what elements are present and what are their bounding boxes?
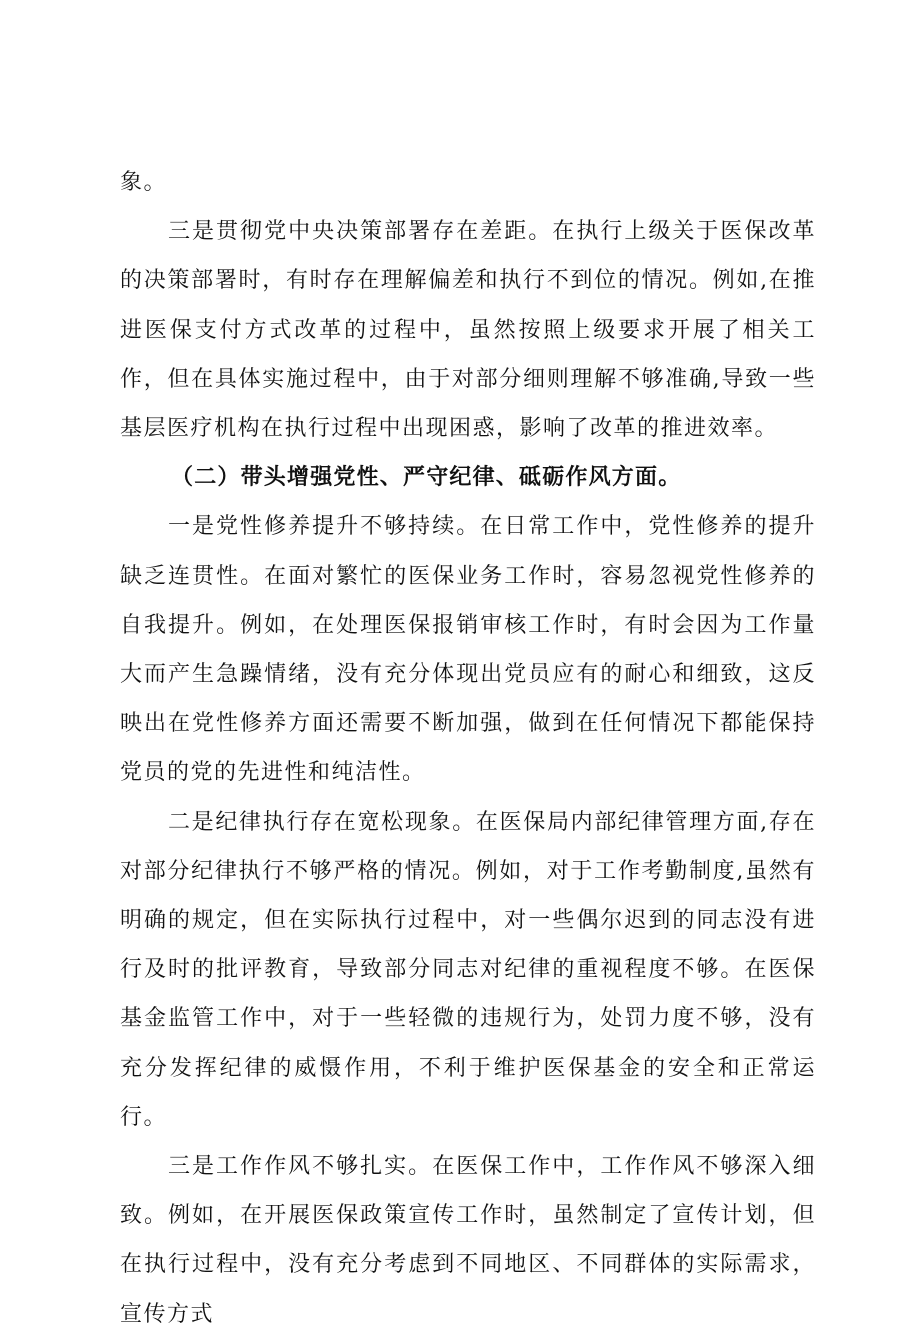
paragraph-work-style: 三是工作作风不够扎实。在医保工作中，工作作风不够深入细致。例如，在开展医保政策宣传工作时，虽然制定了宣传计划，但在执行过程中，没有充分考虑到不同地区、不同群体的实际需求，宣传方式	[120, 1154, 816, 1327]
paragraph-continuation: 象。	[120, 170, 168, 195]
paragraph-party-spirit: 一是党性修养提升不够持续。在日常工作中，党性修养的提升缺乏连贯性。在面对繁忙的医保业务工作时，容易忽视党性修养的自我提升。例如，在处理医保报销审核工作时，有时会因为工作量大而产生急躁情绪，没有充分体现出党员应有的耐心和细致，这反映出在党性修养方面还需要不断加强，做到在任何情况下都能保持党员的党的先进性和纯洁性。	[120, 514, 816, 786]
paragraph-discipline: 二是纪律执行存在宽松现象。在医保局内部纪律管理方面,存在对部分纪律执行不够严格的情况。例如，对于工作考勤制度,虽然有明确的规定，但在实际执行过程中，对一些偶尔迟到的同志没有进行及时的批评教育，导致部分同志对纪律的重视程度不够。在医保基金监管工作中，对于一些轻微的违规行为，处罚力度不够，没有充分发挥纪律的威慑作用，不利于维护医保基金的安全和正常运行。	[120, 809, 816, 1130]
document-body	[120, 158, 816, 1339]
section-heading: （二）带头增强党性、严守纪律、砥砺作风方面。	[171, 465, 682, 491]
paragraph-policy-implementation: 三是贯彻党中央决策部署存在差距。在执行上级关于医保改革的决策部署时，有时存在理解偏差和执行不到位的情况。例如,在推进医保支付方式改革的过程中，虽然按照上级要求开展了相关工作，但在具体实施过程中，由于对部分细则理解不够准确,导致一些基层医疗机构在执行过程中出现困惑，影响了改革的推进效率。	[120, 219, 816, 442]
